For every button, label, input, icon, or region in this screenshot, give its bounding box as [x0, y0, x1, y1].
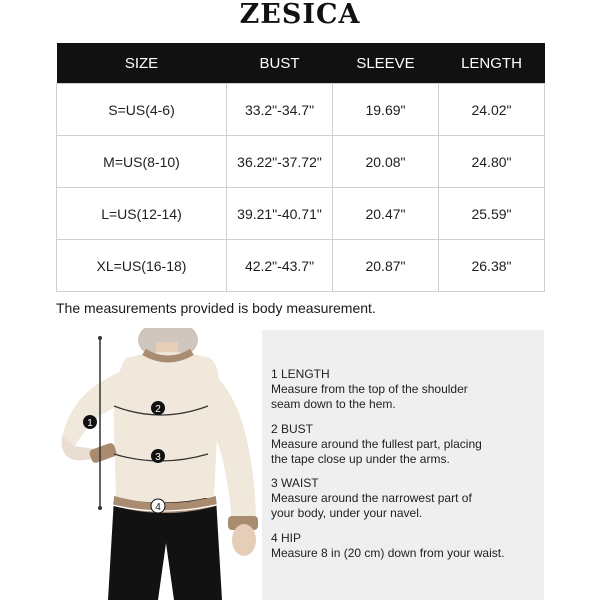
- cell-bust: 39.21"-40.71": [227, 188, 333, 240]
- brand-logo: ZESICA: [239, 0, 361, 30]
- model-photo: [56, 328, 262, 600]
- guide-hip: [271, 531, 504, 561]
- svg-text:4: 4: [155, 502, 161, 513]
- length-line-top: [98, 336, 102, 340]
- cell-size: XL=US(16-18): [57, 240, 227, 292]
- guide-line: Measure around the narrowest part of: [271, 491, 472, 505]
- guide-title: 3 WAIST: [271, 476, 319, 490]
- model-illustration: [56, 328, 262, 600]
- length-line-bottom: [98, 506, 102, 510]
- table-row: [57, 84, 545, 136]
- cell-sleeve: 19.69": [333, 84, 439, 136]
- header-sleeve: SLEEVE: [333, 43, 439, 84]
- guide-line: the tape close up under the arms.: [271, 452, 450, 466]
- svg-text:1: 1: [87, 418, 93, 429]
- header-bust: BUST: [227, 43, 333, 84]
- guide-line: Measure around the fullest part, placing: [271, 437, 482, 451]
- svg-text:2: 2: [155, 404, 161, 415]
- cell-size: M=US(8-10): [57, 136, 227, 188]
- table-header-row: [57, 43, 545, 84]
- marker-4: [151, 499, 165, 513]
- cell-length: 24.02": [439, 84, 545, 136]
- table-row: [57, 188, 545, 240]
- cell-sleeve: 20.08": [333, 136, 439, 188]
- guide-line: Measure 8 in (20 cm) down from your waist.: [271, 546, 505, 560]
- cell-bust: 42.2"-43.7": [227, 240, 333, 292]
- cell-sleeve: 20.87": [333, 240, 439, 292]
- header-size: SIZE: [57, 43, 227, 84]
- cell-sleeve: 20.47": [333, 188, 439, 240]
- marker-1: [83, 415, 97, 429]
- marker-3: [151, 449, 165, 463]
- marker-2: [151, 401, 165, 415]
- guide-title: 4 HIP: [271, 531, 302, 545]
- size-chart-table: [56, 43, 545, 292]
- sweater-body: [114, 352, 220, 503]
- measurement-note: The measurements provided is body measurement.: [56, 300, 376, 316]
- table-row: [57, 240, 545, 292]
- cell-length: 24.80": [439, 136, 545, 188]
- guide-bust: [271, 422, 482, 467]
- measurement-guide: [262, 330, 544, 600]
- cell-length: 26.38": [439, 240, 545, 292]
- cell-size: S=US(4-6): [57, 84, 227, 136]
- guide-length: [271, 367, 468, 412]
- guide-line: your body, under your navel.: [271, 506, 423, 520]
- svg-text:3: 3: [155, 452, 161, 463]
- guide-line: seam down to the hem.: [271, 397, 396, 411]
- cell-bust: 36.22"-37.72": [227, 136, 333, 188]
- guide-waist: [271, 476, 472, 521]
- cell-bust: 33.2"-34.7": [227, 84, 333, 136]
- left-cuff: [88, 442, 117, 464]
- right-hand: [232, 524, 256, 556]
- cell-length: 25.59": [439, 188, 545, 240]
- table-row: [57, 136, 545, 188]
- header-length: LENGTH: [439, 43, 545, 84]
- guide-title: 2 BUST: [271, 422, 314, 436]
- guide-title: 1 LENGTH: [271, 367, 330, 381]
- guide-line: Measure from the top of the shoulder: [271, 382, 468, 396]
- pants-shape: [108, 498, 222, 600]
- cell-size: L=US(12-14): [57, 188, 227, 240]
